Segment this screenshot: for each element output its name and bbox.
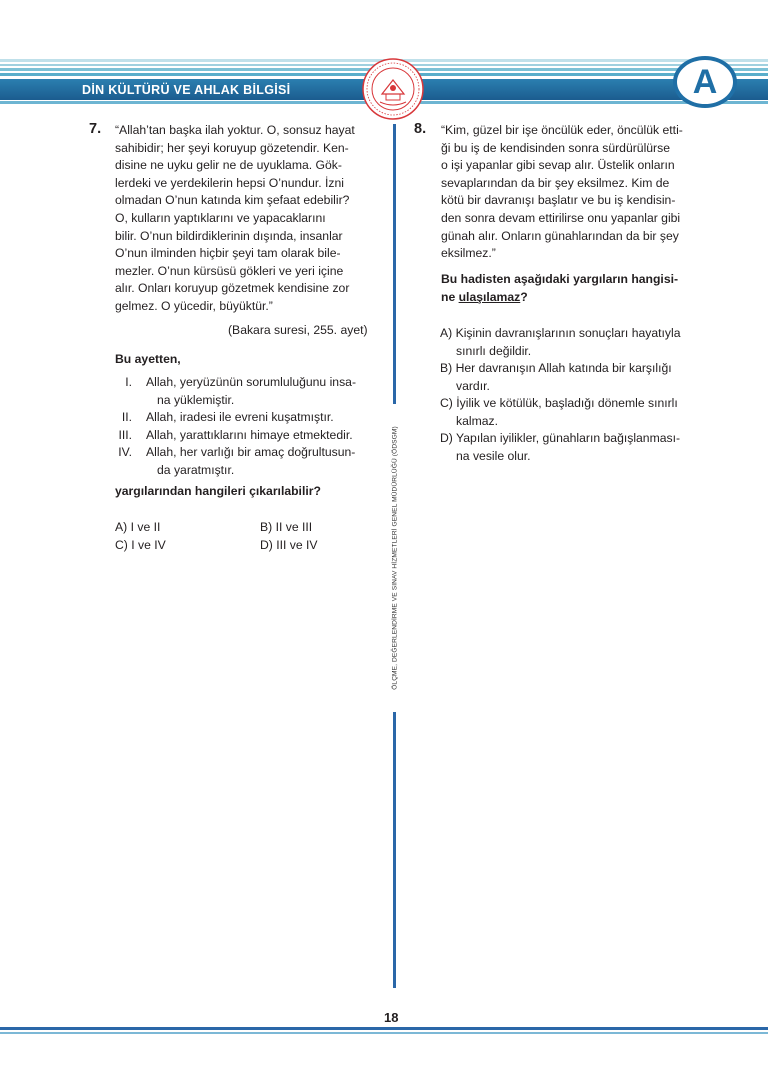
stem-prefix: ne — [441, 289, 459, 304]
footer-rule — [0, 1027, 768, 1030]
option-text — [440, 360, 672, 378]
booklet-type-badge: A — [673, 56, 737, 108]
answer-option-a[interactable] — [440, 325, 681, 360]
statement-label: IV. — [118, 445, 132, 459]
quote-line: sevaplarından da bir şey eksilmez. Kim de — [441, 175, 670, 190]
publisher-side-text: ÖLÇME, DEĞERLENDİRME VE SINAV HİZMETLERİ GENEL MÜDÜRLÜĞÜ (ÖDSGM) — [391, 426, 399, 690]
column-divider — [393, 124, 396, 404]
question-8-quote — [441, 122, 683, 263]
statement-label: II. — [121, 410, 132, 424]
option-line: vardır. — [456, 378, 490, 393]
statement-item — [110, 427, 353, 445]
statement-text: Allah, iradesi ile evreni kuşatmıştır. — [146, 410, 334, 424]
question-8-number: 8. — [414, 121, 427, 137]
quote-line: o işi yapanlar gibi sevap alır. Üstelik onların — [441, 158, 675, 173]
quote-line: eksilmez.” — [441, 246, 496, 261]
quote-line: mezler. O’nun kürsüsü gökleri ve yeri içine — [115, 263, 344, 278]
statement-item — [110, 374, 356, 409]
quote-line: disine ne uyku gelir ne de uyuklama. Gök- — [115, 158, 342, 173]
statement-text: da yaratmıştır. — [157, 462, 235, 477]
answer-option-a[interactable]: A) I ve II — [115, 520, 161, 534]
quote-line: “Allah’tan başka ilah yoktur. O, sonsuz hayat — [115, 123, 355, 137]
footer-rule — [0, 1032, 768, 1034]
quote-line: alır. Onları koruyup gözetmek kendisine zor — [115, 281, 350, 296]
option-line: kalmaz. — [456, 413, 498, 428]
quote-line: ği bu iş de kendisinden sonra sürdürülürse — [441, 140, 670, 155]
option-label: A) — [440, 326, 453, 340]
statement-label: I. — [125, 375, 132, 389]
option-line: İyilik ve kötülük, başladığı dönemle sınırlı — [456, 396, 678, 410]
answer-option-d[interactable]: D) III ve IV — [260, 538, 318, 552]
option-label: D) — [440, 431, 453, 445]
answer-option-c[interactable] — [440, 395, 678, 430]
question-8-stem — [441, 271, 678, 306]
stem-line — [441, 289, 678, 307]
stem-suffix: ? — [520, 289, 528, 304]
stem-line: Bu hadisten aşağıdaki yargıların hangisi- — [441, 272, 679, 286]
quote-line: günah alır. Onların günahlarından da bir şey — [441, 228, 679, 243]
statement-item — [110, 444, 355, 479]
answer-option-b[interactable]: B) II ve III — [260, 520, 313, 534]
option-line: na vesile olur. — [456, 448, 531, 463]
option-text — [440, 395, 678, 413]
answer-option-c[interactable]: C) I ve IV — [115, 538, 166, 552]
meb-seal-icon — [362, 58, 424, 120]
question-7-number: 7. — [89, 121, 102, 137]
quote-line: gelmez. O yücedir, büyüktür.” — [115, 298, 273, 313]
question-7-source: (Bakara suresi, 255. ayet) — [228, 323, 368, 337]
column-divider — [393, 712, 396, 988]
question-7-stem: yargılarından hangileri çıkarılabilir? — [115, 484, 321, 498]
option-line: Her davranışın Allah katında bir karşılığı — [455, 361, 672, 375]
answer-option-d[interactable] — [440, 430, 680, 465]
option-text — [440, 430, 680, 448]
statement-label: III. — [118, 428, 132, 442]
statement-text: na yüklemiştir. — [157, 392, 235, 407]
quote-line: O, kulların yaptıklarını ve yapacaklarını — [115, 210, 326, 225]
option-line: Kişinin davranışlarının sonuçları hayatıyla — [455, 326, 681, 340]
quote-line: O’nun ilminden hiçbir şeyi tam olarak bile- — [115, 246, 341, 261]
quote-line: kötü bir davranışı başlatır ve bu iş kendisin- — [441, 193, 676, 208]
quote-line: lerdeki ve yerdekilerin hepsi O’nundur. İzni — [115, 175, 344, 190]
quote-line: olmadan O’nun katında kim şefaat edebilir? — [115, 193, 350, 208]
question-7-lead: Bu ayetten, — [115, 352, 181, 366]
option-line: Yapılan iyilikler, günahların bağışlanması- — [456, 431, 681, 445]
statement-text: Allah, yarattıklarını himaye etmektedir. — [146, 428, 353, 442]
quote-line: bilir. O’nun bildirdiklerinin dışında, insanlar — [115, 228, 343, 243]
option-label: B) — [440, 361, 453, 375]
stem-emphasis: ulaşılamaz — [458, 289, 521, 304]
answer-option-b[interactable] — [440, 360, 672, 395]
statement-item — [110, 409, 334, 427]
quote-line: “Kim, güzel bir işe öncülük eder, öncülük etti- — [441, 123, 683, 137]
statement-text: Allah, yeryüzünün sorumluluğunu insa- — [146, 375, 357, 389]
page-number: 18 — [384, 1010, 399, 1025]
option-line: sınırlı değildir. — [456, 343, 532, 358]
question-7-quote — [115, 122, 355, 316]
subject-title: DİN KÜLTÜRÜ VE AHLAK BİLGİSİ — [82, 83, 291, 97]
quote-line: sahibidir; her şeyi koruyup gözetendir. Ken- — [115, 140, 349, 155]
quote-line: den sonra devam ettirilirse onu yapanlar gibi — [441, 210, 681, 225]
option-text — [440, 325, 681, 343]
option-label: C) — [440, 396, 453, 410]
statement-text: Allah, her varlığı bir amaç doğrultusun- — [146, 445, 356, 459]
